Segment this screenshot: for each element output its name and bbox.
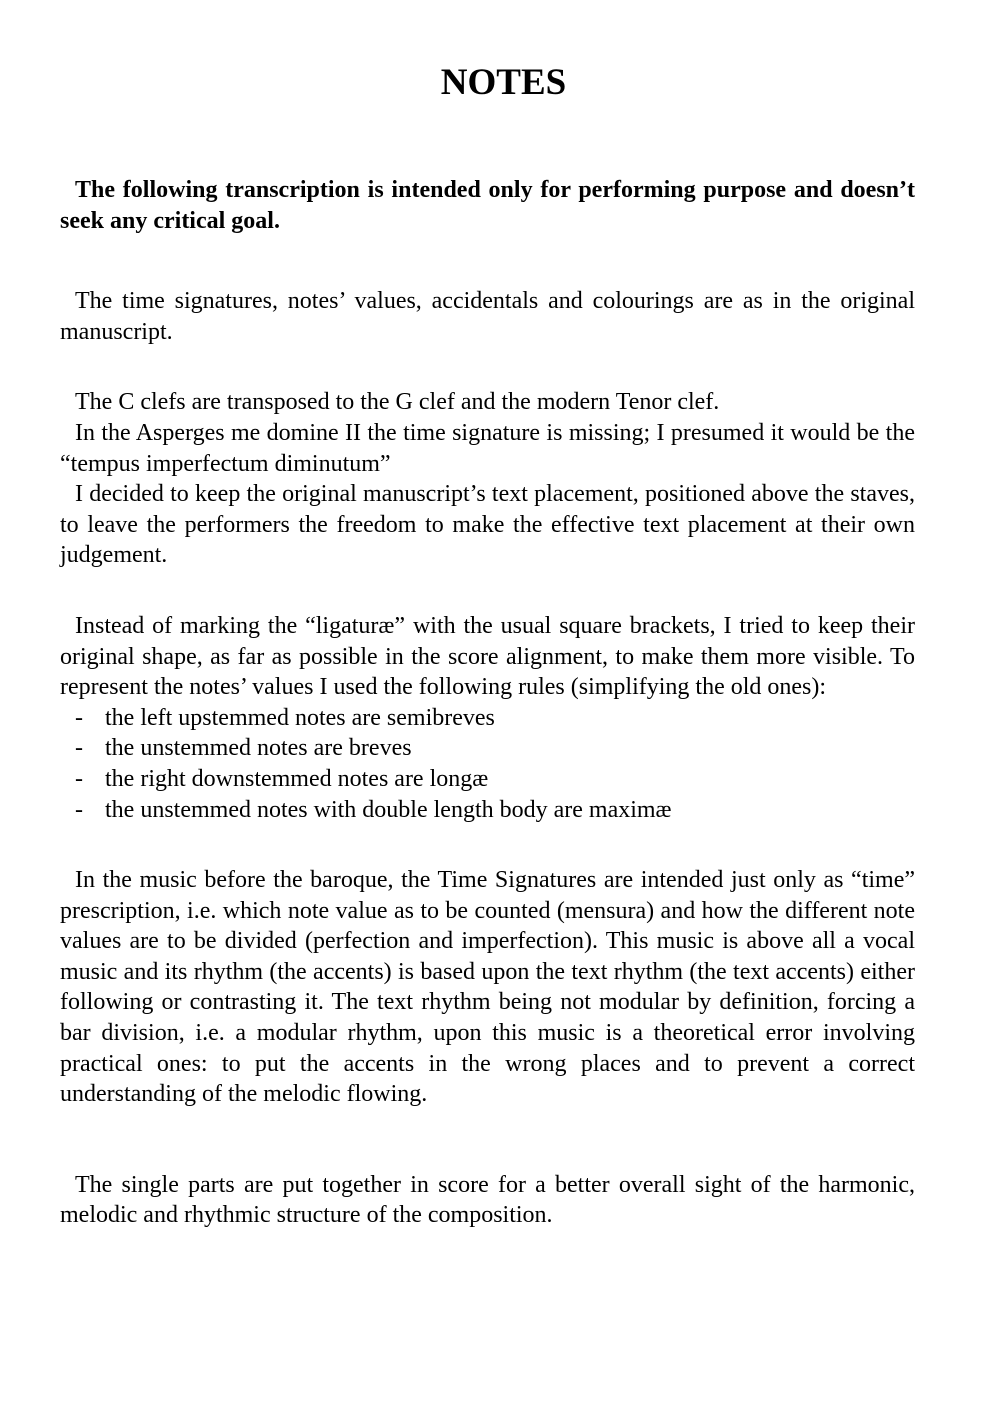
list-item [60, 795, 915, 826]
list-dash: - [75, 765, 83, 792]
page-title: NOTES [440, 62, 567, 103]
paragraph-time-signatures-baroque: In the music before the baroque, the Time Signatures are intended just only as “time” prescription, i.e. which note value as to be counted (mensura) and how the different note values are to be divided (perfection and imperfection). This music is above all a vocal music and its rhythm (the accents) is based upon the text rhythm (the text accents) either following or contrasting it. The text rhythm being not modular by definition, forcing a bar division, i.e. a modular rhythm, upon this music is a theoretical error involving practical ones: to put the accents in the wrong places and to prevent a correct understanding of the melodic flowing. [60, 867, 915, 1108]
list-item [60, 764, 915, 795]
intro-paragraph: The following transcription is intended only for performing purpose and doesn’t seek any critical goal. [60, 177, 915, 234]
rules-list [60, 703, 915, 825]
list-item [60, 703, 915, 734]
list-item [60, 733, 915, 764]
paragraph-text-placement: I decided to keep the original manuscript’s text placement, positioned above the staves, to leave the performers the freedom to make the effective text placement at their own judgement. [60, 481, 915, 569]
list-dash: - [75, 704, 83, 731]
paragraph-asperges: In the Asperges me domine II the time signature is missing; I presumed it would be the “tempus imperfectum diminutum” [60, 419, 915, 477]
list-item-text: the unstemmed notes with double length body are maximæ [105, 796, 672, 823]
paragraph-score: The single parts are put together in score for a better overall sight of the harmonic, melodic and rhythmic structure of the composition. [60, 1171, 915, 1229]
paragraph-clefs: The C clefs are transposed to the G clef and the modern Tenor clef. [75, 389, 720, 416]
list-item-text: the right downstemmed notes are longæ [105, 765, 489, 792]
list-item-text: the unstemmed notes are breves [105, 735, 412, 762]
list-item-text: the left upstemmed notes are semibreves [105, 704, 495, 731]
list-dash: - [75, 796, 83, 823]
paragraph-ligaturae: Instead of marking the “ligaturæ” with the usual square brackets, I tried to keep their original shape, as far as possible in the score alignment, to make them more visible. To represent the notes’ values I used the following rules (simplifying the old ones): [60, 612, 915, 701]
paragraph-time-signatures: The time signatures, notes’ values, accidentals and colourings are as in the original manuscript. [60, 288, 915, 345]
list-dash: - [75, 735, 83, 762]
